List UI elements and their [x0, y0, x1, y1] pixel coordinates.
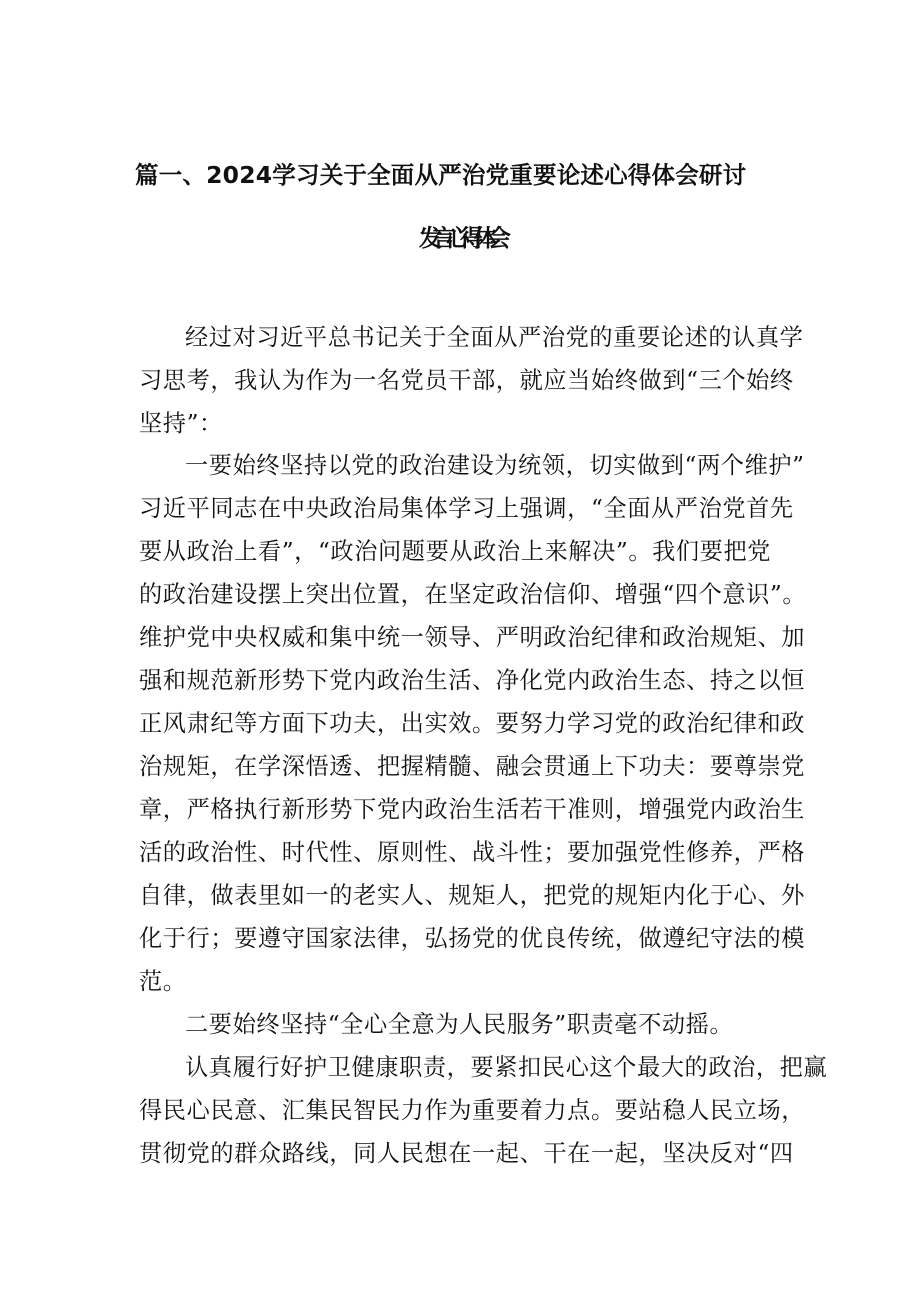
paragraph-line: 二要始终坚持“全心全意为人民服务”职责毫不动摇。	[185, 1011, 734, 1038]
paragraph-line: 活的政治性、时代性、原则性、战斗性；要加强党性修养，严格	[139, 839, 806, 866]
paragraph-line: 一要始终坚持以党的政治建设为统领，切实做到“两个维护”	[185, 452, 805, 479]
document-title-line-2: 发言心得体会	[418, 224, 502, 252]
paragraph-line: 要从政治上看”，“政治问题要从政治上来解决”。我们要把党	[139, 538, 772, 565]
paragraph-line: 经过对习近平总书记关于全面从严治党的重要论述的认真学	[185, 324, 804, 351]
paragraph-line: 化于行；要遵守国家法律，弘扬党的优良传统，做遵纪守法的模	[139, 925, 806, 952]
paragraph-line: 正风肃纪等方面下功夫，出实效。要努力学习党的政治纪律和政	[139, 710, 806, 737]
document-title-line-1: 篇一、2024学习关于全面从严治党重要论述心得体会研讨	[135, 161, 747, 189]
paragraph-line: 贯彻党的群众路线，同人民想在一起、干在一起，坚决反对“四	[139, 1140, 794, 1167]
paragraph-line: 维护党中央权威和集中统一领导、严明政治纪律和政治规矩、加	[139, 624, 806, 651]
paragraph-line: 自律，做表里如一的老实人、规矩人，把党的规矩内化于心、外	[139, 882, 806, 909]
paragraph-line: 章，严格执行新形势下党内政治生活若干准则，增强党内政治生	[139, 796, 806, 823]
paragraph-line: 坚持”：	[139, 410, 223, 437]
paragraph-line: 治规矩，在学深悟透、把握精髓、融会贯通上下功夫：要尊崇党	[139, 753, 806, 780]
paragraph-line: 强和规范新形势下党内政治生活、净化党内政治生态、持之以恒	[139, 667, 806, 694]
paragraph-line: 的政治建设摆上突出位置，在坚定政治信仰、增强“四个意识”。	[139, 581, 807, 608]
paragraph-line: 认真履行好护卫健康职责，要紧扣民心这个最大的政治，把赢	[185, 1054, 828, 1081]
paragraph-line: 范。	[139, 968, 187, 995]
paragraph-line: 习思考，我认为作为一名党员干部，就应当始终做到“三个始终	[139, 367, 794, 394]
paragraph-line: 习近平同志在中央政治局集体学习上强调，“全面从严治党首先	[139, 495, 794, 522]
paragraph-line: 得民心民意、汇集民智民力作为重要着力点。要站稳人民立场，	[139, 1097, 806, 1124]
